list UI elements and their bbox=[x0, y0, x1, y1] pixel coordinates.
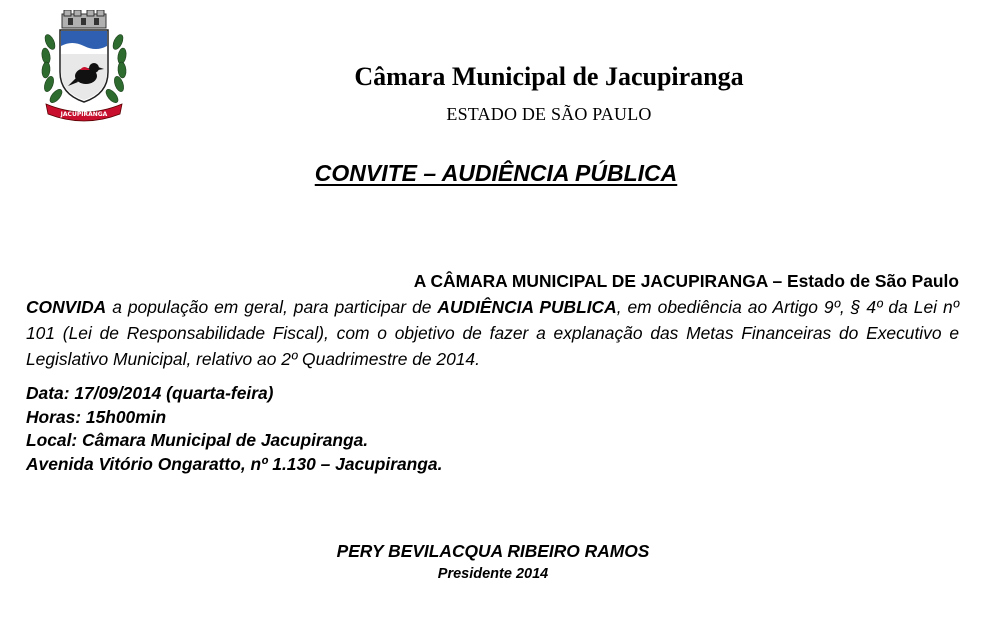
event-details bbox=[26, 382, 442, 476]
document-title: CONVITE – AUDIÊNCIA PÚBLICA bbox=[314, 160, 678, 186]
signer-role: Presidente 2014 bbox=[437, 566, 549, 582]
paragraph-text-2: , em obediência ao Artigo 9º, § 4º da Lei nº 101 (Lei de Responsabilidade Fiscal), com o objetivo de fazer a explanação das Metas Financeiras do Executivo e Legislativo Municipal, relativo ao 2º Quadrimestre de 2014. bbox=[26, 297, 959, 369]
paragraph-lead: A CÂMARA MUNICIPAL DE JACUPIRANGA – Estado de São Paulo bbox=[413, 271, 959, 291]
event-location: Local: Câmara Municipal de Jacupiranga. bbox=[26, 430, 369, 450]
convida-word: CONVIDA bbox=[26, 297, 107, 317]
svg-text:JACUPIRANGA: JACUPIRANGA bbox=[60, 111, 108, 118]
paragraph-text-1: a população em geral, para participar de bbox=[106, 297, 438, 317]
page-title: Câmara Municipal de Jacupiranga bbox=[354, 62, 744, 91]
audiencia-word: AUDIÊNCIA PUBLICA bbox=[437, 297, 617, 317]
event-date: Data: 17/09/2014 (quarta-feira) bbox=[26, 383, 274, 403]
signer-name: PERY BEVILACQUA RIBEIRO RAMOS bbox=[336, 541, 650, 561]
page-subtitle: ESTADO DE SÃO PAULO bbox=[446, 104, 652, 124]
event-time: Horas: 15h00min bbox=[26, 406, 167, 427]
invitation-paragraph bbox=[26, 268, 959, 372]
event-address: Avenida Vitório Ongaratto, nº 1.130 – Jacupiranga. bbox=[26, 453, 443, 474]
